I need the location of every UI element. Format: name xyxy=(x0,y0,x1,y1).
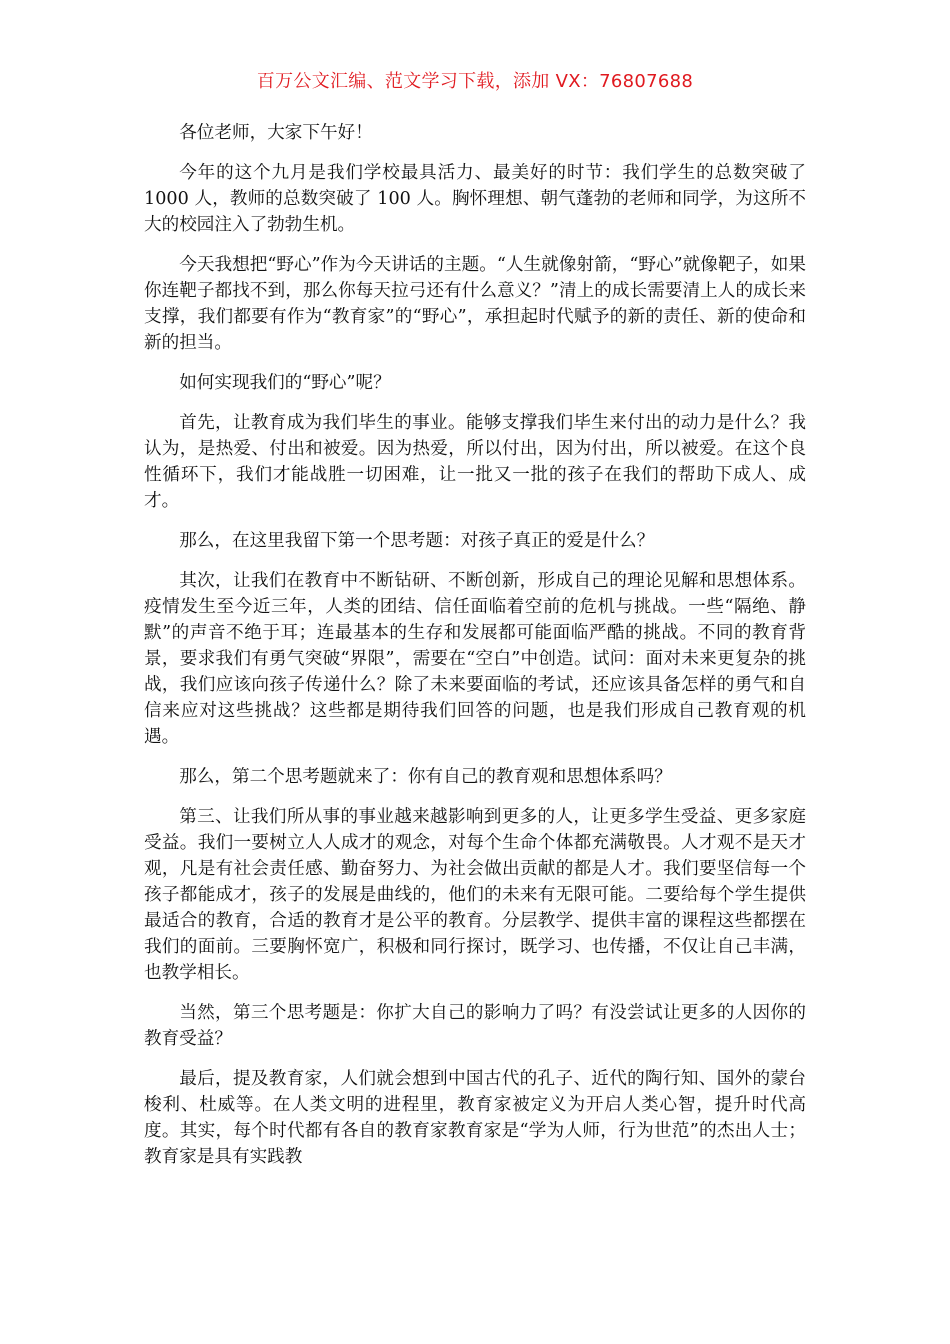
paragraph: 首先，让教育成为我们毕生的事业。能够支撑我们毕生来付出的动力是什么？我认为，是热爱、付出和被爱。因为热爱，所以付出，因为付出，所以被爱。在这个良性循环下，我们才能战胜一切困难，让一批又一批的孩子在我们的帮助下成人、成才。 xyxy=(144,413,806,511)
paragraph: 那么，在这里我留下第一个思考题：对孩子真正的爱是什么？ xyxy=(179,531,655,551)
paragraph: 其次，让我们在教育中不断钻研、不断创新，形成自己的理论见解和思想体系。疫情发生至今近三年，人类的团结、信任面临着空前的危机与挑战。一些“隔绝、静默”的声音不绝于耳；连最基本的生存和发展都可能面临严酷的挑战。不同的教育背景，要求我们有勇气突破“界限”，需要在“空白”中创造。试问：面对未来更复杂的挑战，我们应该向孩子传递什么？除了未来要面临的考试，还应该具备怎样的勇气和自信来应对这些挑战？这些都是期待我们回答的问题，也是我们形成自己教育观的机遇。 xyxy=(144,571,806,747)
greeting-paragraph: 各位老师，大家下午好！ xyxy=(179,123,373,143)
paragraph: 如何实现我们的“野心”呢？ xyxy=(179,373,391,393)
header-banner: 百万公文汇编、范文学习下载，添加 VX：76807688 xyxy=(256,71,694,92)
document-body xyxy=(144,120,806,1170)
paragraph: 今年的这个九月是我们学校最具活力、最美好的时节：我们学生的总数突破了 1000 人，教师的总数突破了 100 人。胸怀理想、朝气蓬勃的老师和同学，为这所不大的校园注入了勃勃生机。 xyxy=(144,163,806,235)
paragraph: 最后，提及教育家，人们就会想到中国古代的孔子、近代的陶行知、国外的蒙台梭利、杜威等。在人类文明的进程里，教育家被定义为开启人类心智，提升时代高度。其实，每个时代都有各自的教育家教育家是“学为人师，行为世范”的杰出人士；教育家是具有实践教 xyxy=(144,1069,806,1167)
paragraph: 今天我想把“野心”作为今天讲话的主题。“人生就像射箭，“野心”就像靶子，如果你连靶子都找不到，那么你每天拉弓还有什么意义？”清上的成长需要清上人的成长来支撑，我们都要有作为“教育家”的“野心”，承担起时代赋予的新的责任、新的使命和新的担当。 xyxy=(144,255,806,353)
paragraph: 第三、让我们所从事的事业越来越影响到更多的人，让更多学生受益、更多家庭受益。我们一要树立人人成才的观念，对每个生命个体都充满敬畏。人才观不是天才观，凡是有社会责任感、勤奋努力、为社会做出贡献的都是人才。我们要坚信每一个孩子都能成才，孩子的发展是曲线的，他们的未来有无限可能。二要给每个学生提供最适合的教育，合适的教育才是公平的教育。分层教学、提供丰富的课程这些都摆在我们的面前。三要胸怀宽广，积极和同行探讨，既学习、也传播，不仅让自己丰满，也教学相长。 xyxy=(144,807,806,983)
paragraph: 那么，第二个思考题就来了：你有自己的教育观和思想体系吗？ xyxy=(179,767,672,787)
paragraph: 当然，第三个思考题是：你扩大自己的影响力了吗？有没尝试让更多的人因你的教育受益？ xyxy=(144,1003,806,1049)
